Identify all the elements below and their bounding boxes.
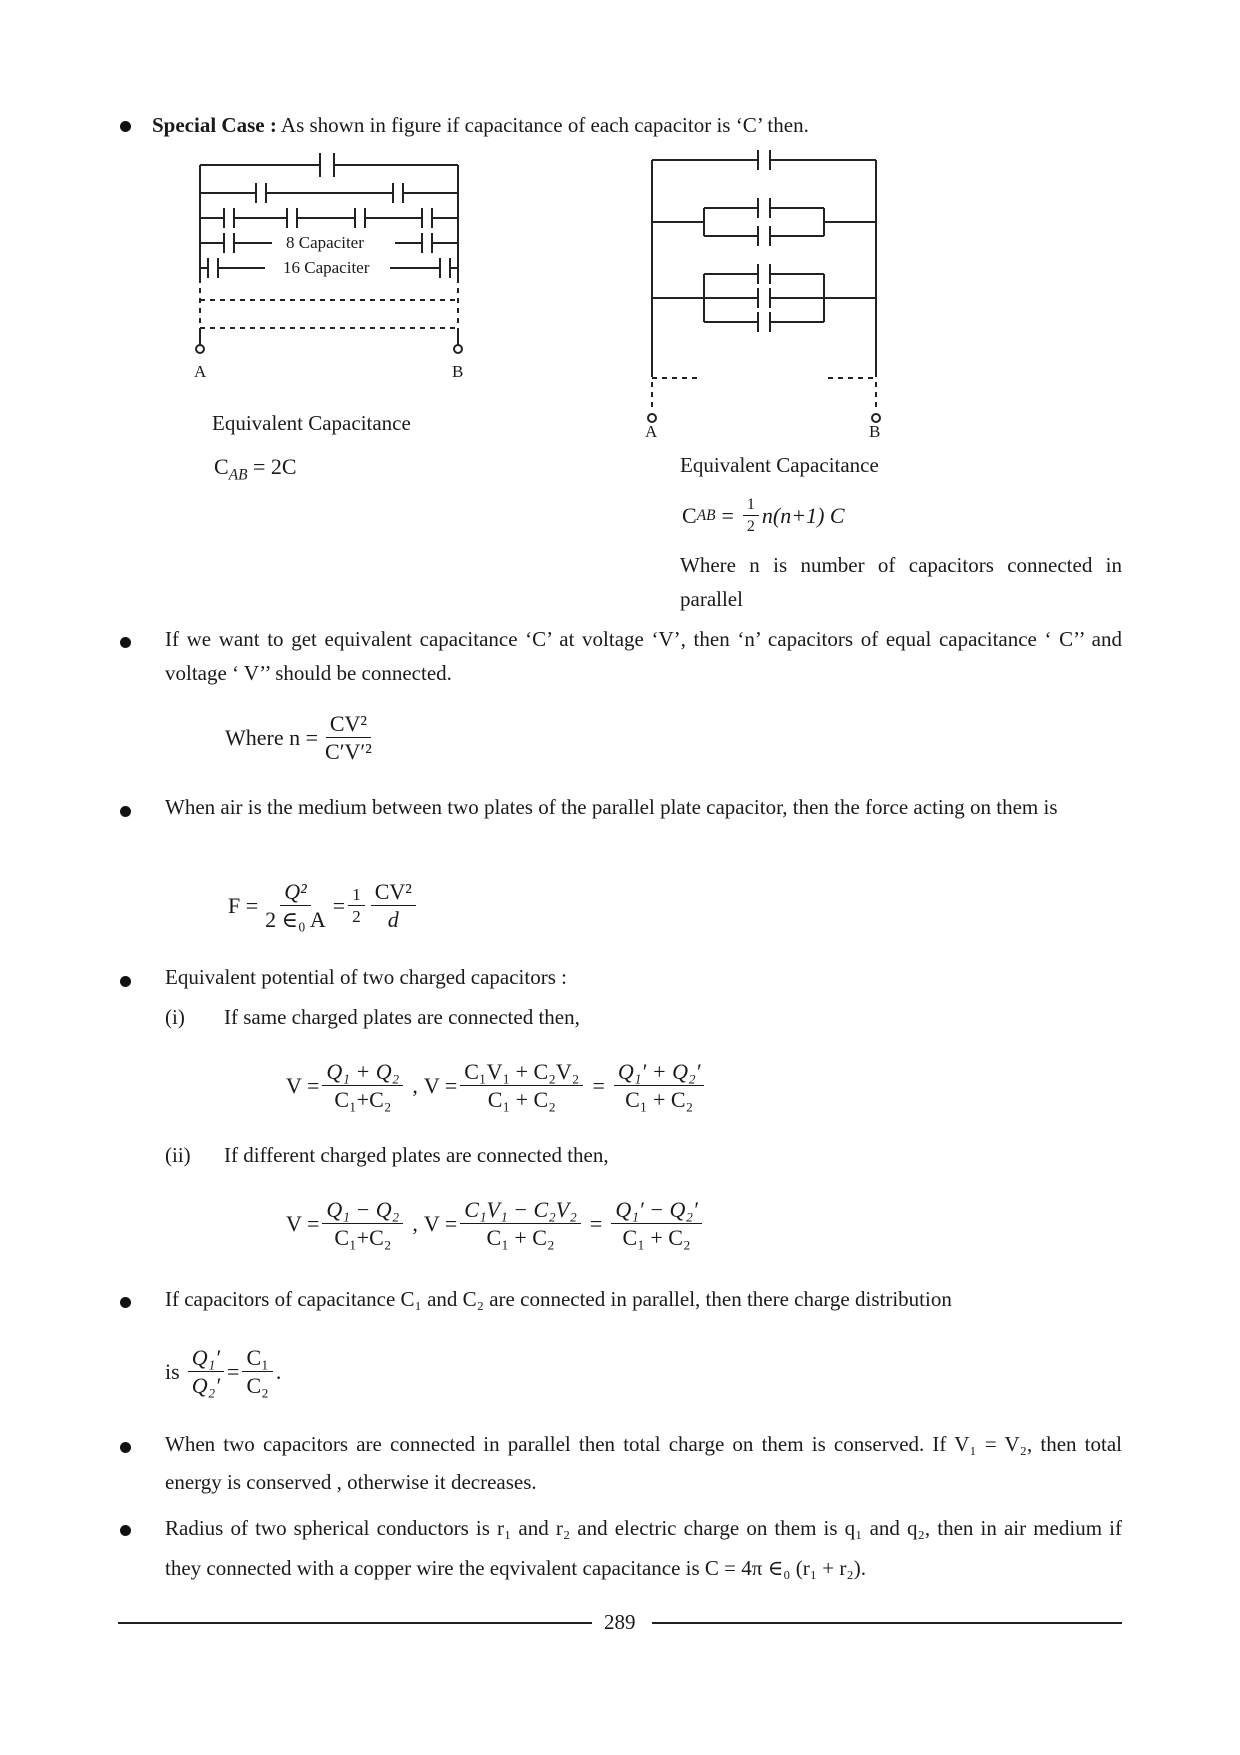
case2-d2: C₁ + C₂ (486, 1225, 555, 1251)
page-number: 289 (604, 1610, 636, 1634)
force-den2: d (387, 907, 399, 933)
case2-d1: C₁+C₂ (334, 1225, 392, 1251)
terminal-b-right: B (869, 422, 881, 441)
distribution-equation (165, 1346, 281, 1398)
special-case-text: As shown in figure if capacitance of each capacitor is ‘C’ then. (280, 113, 809, 137)
case2-eq: = (589, 1211, 603, 1237)
bullet-dot (120, 637, 131, 648)
case1-text: If same charged plates are connected then, (224, 1005, 580, 1029)
case1-number: (i) (165, 1005, 185, 1029)
case2-equation (286, 1198, 705, 1250)
special-case-heading: Special Case : (152, 113, 277, 137)
terminal-a-right: A (645, 422, 658, 441)
case1-d3: C₁ + C₂ (625, 1087, 694, 1113)
case2-n3: Q₁′ − Q₂′ (611, 1198, 702, 1224)
spherical-text: Radius of two spherical conductors is r₁ and r₂ and electric charge on them is q₁ and q₂, then in air medium if they connected with a copper wire the eqvivalent capacitance is C = 4π ∈₀ (r₁ + r₂). (165, 1516, 1122, 1580)
right-caption: Equivalent Capacitance (680, 453, 879, 477)
force-num2: CV² (371, 880, 416, 906)
case2-v2: V = (423, 1211, 458, 1237)
label-16-capacitor: 16 Capaciter (283, 258, 370, 277)
left-result-lhs: C (214, 454, 229, 479)
case2-n2: C₁V₁ − C₂V₂ (460, 1198, 581, 1224)
voltage-text: If we want to get equivalent capacitance ‘C’ at voltage ‘V’, then ‘n’ capacitors of equal capacitance ‘ C’’ and voltage ‘ V’’ should be connected. (165, 627, 1122, 685)
distribution-d2: C₂ (246, 1373, 269, 1399)
force-half-den: 2 (352, 907, 361, 927)
case1-eq: = (592, 1073, 605, 1099)
voltage-where: Where n = (225, 725, 319, 751)
right-frac-den: 2 (746, 517, 755, 535)
case1-comma: , (412, 1073, 418, 1099)
distribution-eq: = (227, 1359, 240, 1385)
case1-v1: V = (286, 1073, 320, 1099)
force-eq: = (332, 893, 346, 919)
right-result (682, 496, 845, 535)
distribution-n1: Q₁′ (188, 1346, 224, 1372)
case2-n1: Q₁ − Q₂ (322, 1198, 403, 1224)
voltage-den: C′V′² (325, 739, 372, 765)
case2-d3: C₁ + C₂ (622, 1225, 691, 1251)
bullet-dot (120, 1442, 131, 1453)
case1-v2: V = (423, 1073, 458, 1099)
force-equation (228, 880, 419, 932)
distribution-d1: Q₂′ (191, 1373, 221, 1399)
case2-v1: V = (286, 1211, 320, 1237)
potential-text: Equivalent potential of two charged capacitors : (165, 965, 567, 989)
case1-d1: C₁+C₂ (334, 1087, 392, 1113)
force-den1: 2 ∈₀ A (265, 907, 326, 933)
right-frac-num: 1 (743, 496, 759, 516)
force-num1: Q² (284, 879, 307, 904)
left-result (214, 450, 297, 492)
left-result-rhs: = 2C (253, 454, 297, 479)
case2-text: If different charged plates are connected then, (224, 1143, 609, 1167)
distribution-text: If capacitors of capacitance C₁ and C₂ are connected in parallel, then there charge distribution (165, 1287, 952, 1311)
force-text: When air is the medium between two plates of the parallel plate capacitor, then the force acting on them is (165, 795, 1058, 819)
distribution-n2: C₁ (242, 1346, 272, 1372)
bullet-dot (120, 121, 131, 132)
label-8-capacitor: 8 Capaciter (286, 233, 364, 252)
bullet-dot (120, 1525, 131, 1536)
bullet-dot (120, 1297, 131, 1308)
distribution-is: is (165, 1359, 180, 1385)
bullet-dot (120, 976, 131, 987)
conserve-text: When two capacitors are connected in parallel then total charge on them is conserved. If V₁ = V₂, then total energy is conserved , otherwise it decreases. (165, 1432, 1122, 1494)
force-half-num: 1 (348, 886, 365, 907)
voltage-num: CV² (326, 712, 371, 738)
special-case-line (152, 108, 809, 142)
case1-n1: Q₁ + Q₂ (322, 1060, 403, 1086)
case2-comma: , (412, 1211, 418, 1237)
distribution-end: . (275, 1359, 282, 1385)
left-result-sub: AB (228, 466, 248, 484)
left-caption: Equivalent Capacitance (212, 411, 411, 435)
right-capacitor-diagram (640, 150, 890, 430)
footer-rule-right (652, 1622, 1122, 1624)
terminal-b-left: B (452, 362, 464, 381)
right-result-eq: = (721, 502, 734, 528)
terminal-a-left: A (194, 362, 207, 381)
right-result-rhs: n(n+1) C (761, 502, 845, 528)
case1-equation (286, 1060, 707, 1112)
right-result-sub: AB (696, 506, 716, 524)
case2-number: (ii) (165, 1143, 191, 1167)
case1-n3: Q₁′ + Q₂′ (614, 1060, 705, 1086)
case1-n2: C₁V₁ + C₂V₂ (460, 1060, 583, 1086)
right-note: Where n is number of capacitors connected in parallel (680, 553, 1122, 611)
force-lhs: F = (228, 893, 259, 919)
bullet-dot (120, 806, 131, 817)
footer-rule-left (118, 1622, 592, 1624)
voltage-equation (225, 712, 379, 764)
right-result-lhs: C (682, 502, 697, 528)
case1-d2: C₁ + C₂ (487, 1087, 556, 1113)
